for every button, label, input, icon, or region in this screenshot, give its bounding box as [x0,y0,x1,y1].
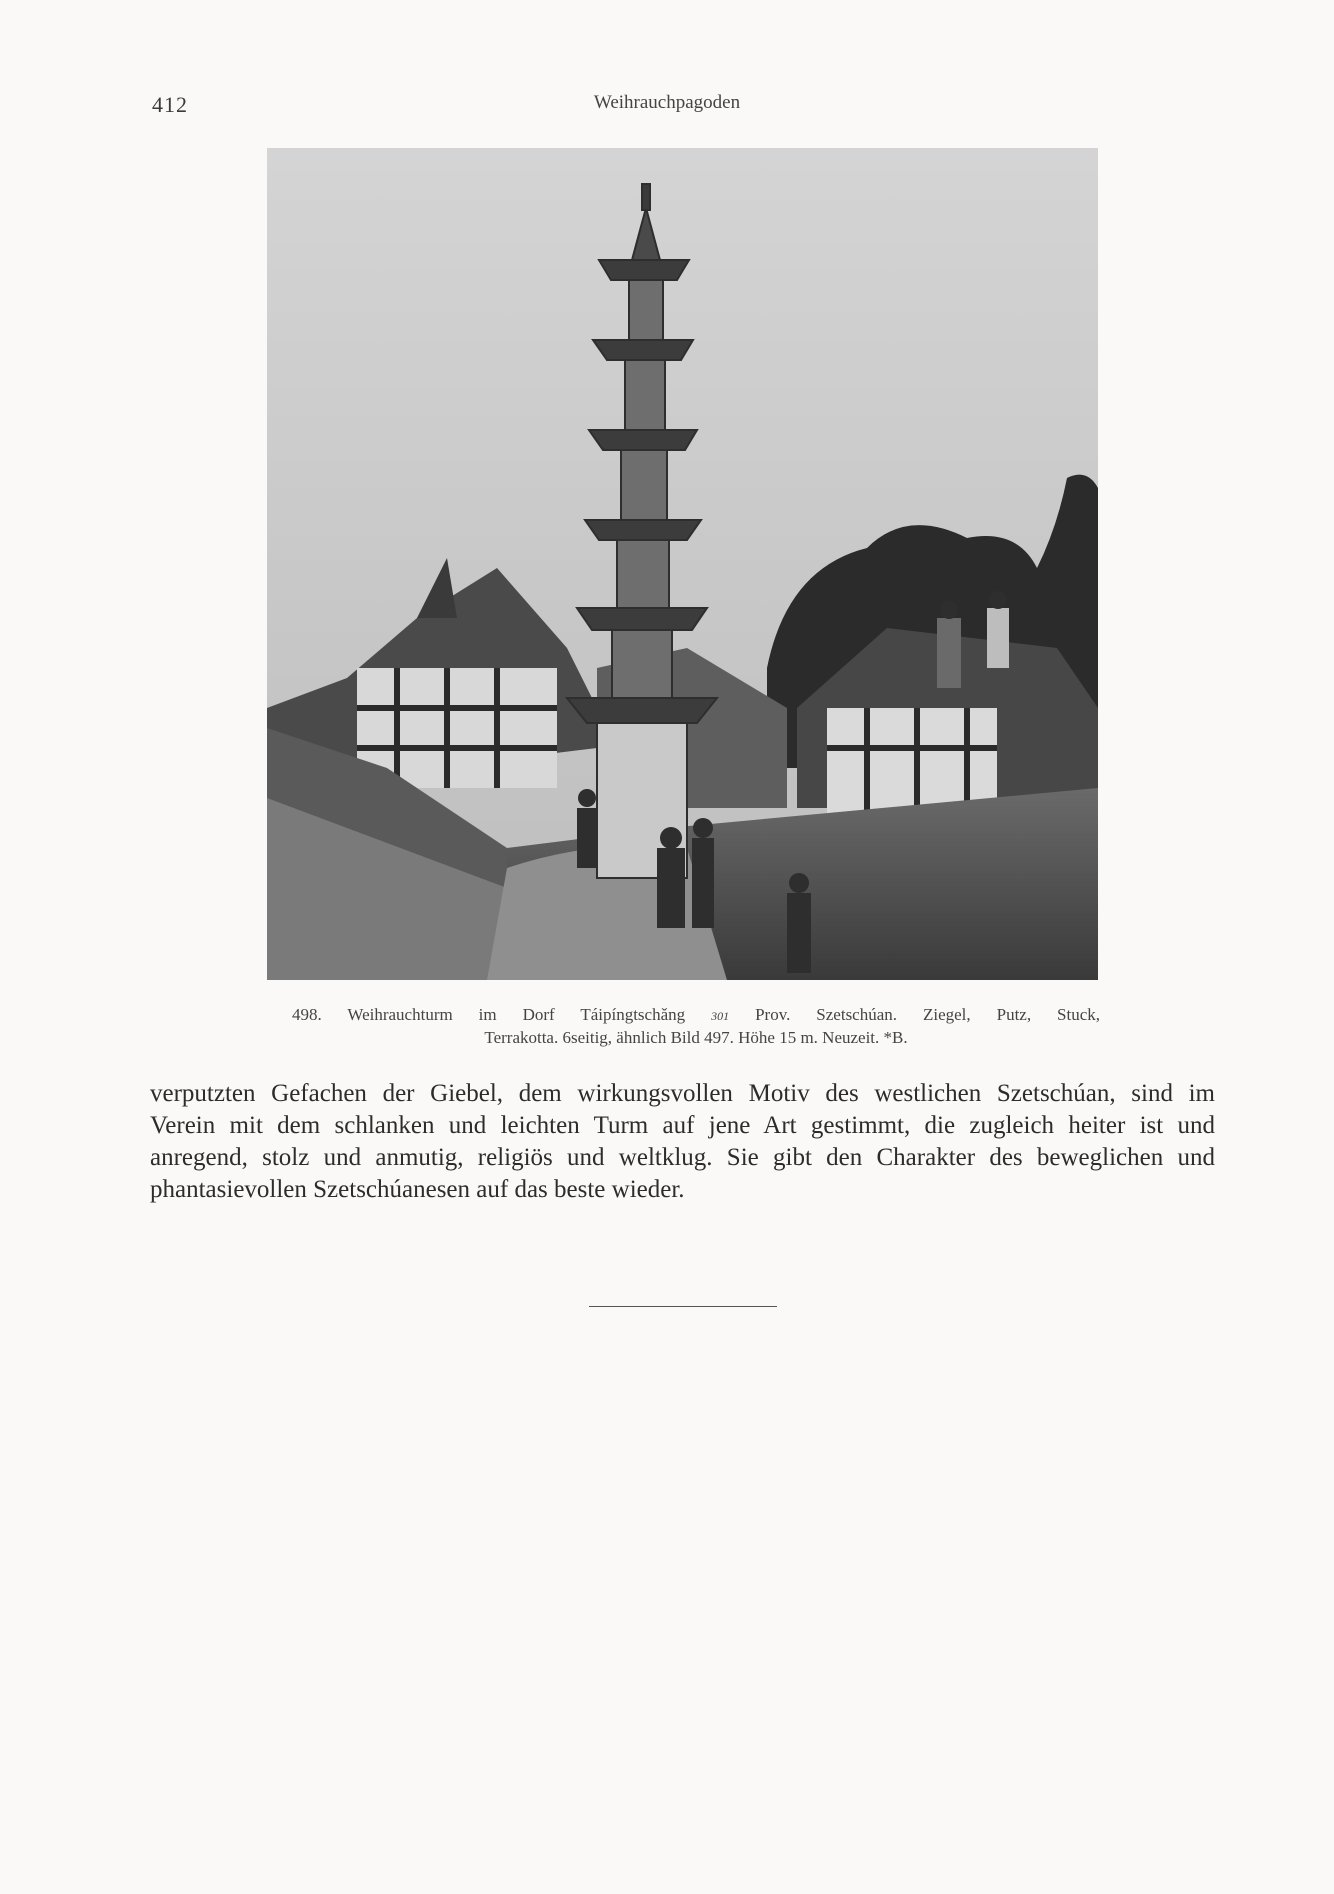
body-line: phantasievollen Szetschúanesen auf das beste wieder. [150,1176,685,1203]
running-title: Weihrauchpagoden [593,92,741,113]
body-line: verputzten Gefachen der Giebel, dem wirkungsvollen Motiv des westlichen Szetschúan, sind im [150,1080,1215,1107]
caption-line-2: Terrakotta. 6seitig, ähnlich Bild 497. Höhe 15 m. Neuzeit. *B. [484,1028,908,1047]
body-line: anregend, stolz und anmutig, religiös und weltklug. Sie gibt den Charakter des beweglichen und [150,1144,1215,1171]
caption-reference: 301 [711,1009,730,1023]
caption-line-1-post: Prov. Szetschúan. Ziegel, Putz, Stuck, [755,1005,1101,1024]
caption-line-1-pre: 498. Weihrauchturm im Dorf Táipíngtschǎng [292,1005,686,1024]
section-divider [589,1306,777,1307]
pagoda-photograph [267,148,1098,980]
body-line: Verein mit dem schlanken und leichten Turm auf jene Art gestimmt, die zugleich heiter ist und [150,1112,1215,1139]
caption-line-1 [292,1004,1100,1027]
figure-caption [292,1004,1100,1048]
page-number: 412 [152,92,188,117]
photo-illustration [267,148,1098,980]
body-paragraph [150,1078,1215,1206]
